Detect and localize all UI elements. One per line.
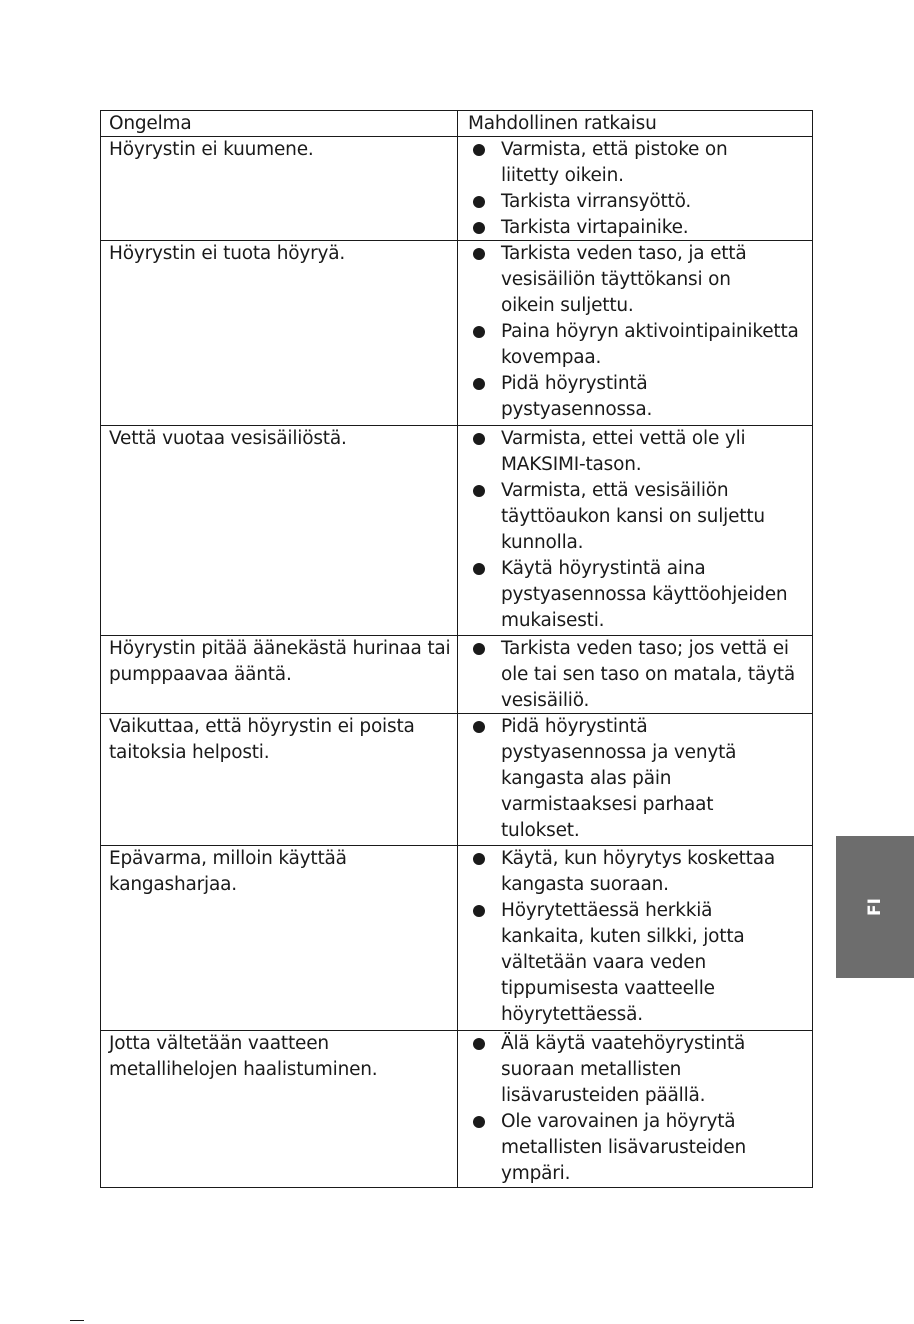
table-row [101, 713, 812, 845]
solution-cell [458, 137, 812, 240]
problem-cell: Höyrystin pitää äänekästä hurinaa tai pumppaavaa ääntä. [101, 636, 458, 713]
solution-item: Käytä höyrystintä aina pystyasennossa käyttöohjeiden mukaisesti. [468, 556, 811, 634]
language-tab [836, 836, 914, 978]
solution-cell [458, 714, 812, 845]
problem-cell: Vettä vuotaa vesisäiliöstä. [101, 426, 458, 635]
solution-item: Paina höyryn aktivointipainiketta kovempaa. [468, 319, 806, 371]
problem-cell: Höyrystin ei kuumene. [101, 137, 458, 240]
solution-item: Tarkista virtapainike. [468, 215, 812, 241]
solution-cell [458, 241, 812, 425]
solution-item: Ole varovainen ja höyrytä metallisten lisävarusteiden ympäri. [468, 1109, 781, 1187]
solution-item: Varmista, ettei vettä ole yli MAKSIMI-tason. [468, 426, 791, 478]
solution-item: Varmista, että vesisäiliön täyttöaukon kansi on suljettu kunnolla. [468, 478, 791, 556]
solution-item: Tarkista veden taso; jos vettä ei ole tai sen taso on matala, täytä vesisäiliö. [468, 636, 811, 714]
problem-cell: Jotta vältetään vaatteen metallihelojen haalistuminen. [101, 1031, 458, 1187]
solution-cell [458, 1031, 812, 1187]
table-row [101, 137, 812, 240]
troubleshooting-table [100, 110, 813, 1188]
solution-cell [458, 426, 812, 635]
table-row [101, 425, 812, 635]
table-row [101, 1030, 812, 1187]
solution-item: Tarkista veden taso, ja että vesisäiliön täyttökansi on oikein suljettu. [468, 241, 771, 319]
solution-item: Pidä höyrystintä pystyasennossa. [468, 371, 691, 423]
solution-item: Varmista, että pistoke on liitetty oikein. [468, 137, 751, 189]
page-mark [70, 1320, 84, 1321]
solution-item: Pidä höyrystintä pystyasennossa ja venytä kangasta alas päin varmistaaksesi parhaat tulokset. [468, 714, 751, 844]
problem-cell: Höyrystin ei tuota höyryä. [101, 241, 458, 425]
solution-cell [458, 846, 812, 1030]
solution-item: Käytä, kun höyrytys koskettaa kangasta suoraan. [468, 846, 811, 898]
language-tab-label: FI [865, 898, 885, 916]
header-problem: Ongelma [101, 111, 458, 136]
solution-item: Älä käytä vaatehöyrystintä suoraan metallisten lisävarusteiden päällä. [468, 1031, 781, 1109]
header-solution: Mahdollinen ratkaisu [468, 113, 657, 134]
solution-cell [458, 636, 812, 713]
problem-cell: Vaikuttaa, että höyrystin ei poista taitoksia helposti. [101, 714, 458, 845]
problem-cell: Epävarma, milloin käyttää kangasharjaa. [101, 846, 458, 1030]
solution-item: Tarkista virransyöttö. [468, 189, 812, 215]
table-row [101, 845, 812, 1030]
table-row [101, 240, 812, 425]
table-row [101, 635, 812, 713]
table-header-row [101, 111, 812, 137]
solution-item: Höyrytettäessä herkkiä kankaita, kuten silkki, jotta vältetään vaara veden tippumisesta vaatteelle höyrytettäessä. [468, 898, 771, 1028]
